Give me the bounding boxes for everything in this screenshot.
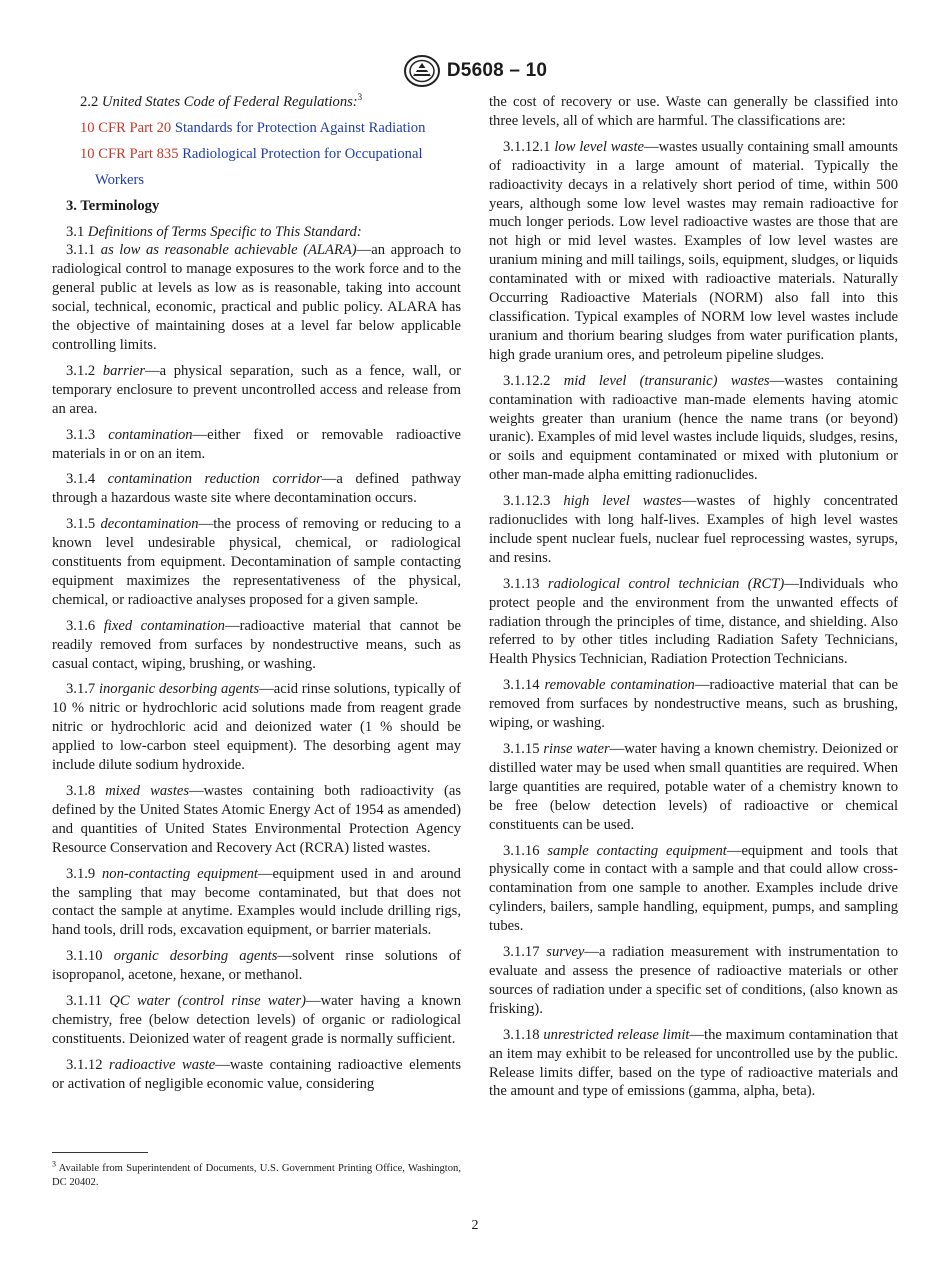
definition-term: contamination reduction corridor <box>107 471 322 488</box>
reference-title-link[interactable]: Standards for Protection Against Radiation <box>174 119 426 136</box>
definition-text: —the maximum contamination that an item may exhibit to be released for uncontrolled use by the public. Release limits differ, based on the type of radioactive materials and the amount and type of emissions (gamma, alpha, beta). <box>489 1026 899 1100</box>
definition-text: —waste containing radioactive elements or activation of negligible economic value, considering <box>52 1056 461 1092</box>
definition-paragraph <box>52 782 461 858</box>
definition-paragraph <box>52 241 461 354</box>
references-heading <box>52 93 461 112</box>
definition-text: 3.1.18 <box>503 1026 540 1043</box>
definition-paragraph <box>52 680 461 775</box>
definition-paragraph <box>489 842 898 937</box>
page-header <box>0 54 950 88</box>
continuation-paragraph: the cost of recovery or use. Waste can generally be classified into three levels, all of which are harmful. The classifications are: <box>489 94 898 129</box>
definition-term: mixed wastes <box>105 783 190 799</box>
definition-term: fixed contamination <box>103 617 225 634</box>
definition-paragraph <box>52 426 461 464</box>
definition-text: —wastes containing both radioactivity (as defined by the United States Atomic Energy Act of 1954 as amended) and quantities of United States Environmental Protection Agency Resource Conservation and Recovery Act (RCRA) listed wastes. <box>52 783 462 856</box>
definition-term: radioactive waste <box>109 1056 216 1073</box>
definition-term: organic desorbing agents <box>113 948 278 965</box>
definition-term: inorganic desorbing agents <box>98 681 260 698</box>
definition-term: sample contacting equipment <box>547 842 727 859</box>
definition-text: —water having a known chemistry. Deionized or distilled water may be used when small quantities are required. When large quantities are required, potable water of a chemistry known to be free (below detection levels) of radioactive or chemical constituents can be used. <box>489 741 899 833</box>
footnote-text: Available from Superintendent of Documents, U.S. Government Printing Office, Washington, DC 20402. <box>52 1163 461 1188</box>
definition-paragraph <box>52 617 461 674</box>
definition-term: non-contacting equipment <box>101 865 258 882</box>
definition-text: —an approach to radiological control to manage exposures to the work force and to the general public at levels as low as is reasonable, taking into account social, technical, economic, practical and public policy. ALARA has the objective of maintaining doses at a level far below applicable controlling limits. <box>52 242 461 353</box>
definition-text: —radioactive material that can be removed from surfaces by nondestructive means, such as brushing, wiping, or washing. <box>489 677 898 732</box>
page-number: 2 <box>471 1218 479 1233</box>
footnote-marker: 3 <box>52 1159 56 1169</box>
definition-paragraph <box>489 1026 898 1102</box>
definition-paragraph <box>52 992 461 1049</box>
definition-term: QC water (control rinse water) <box>109 993 307 1010</box>
definition-text: —wastes of highly concentrated radionuclides with long half-lives. Examples of high level wastes include spent nuclear fuels, nuclear fuel reprocessing wastes, syrups, and resins. <box>489 493 898 566</box>
definition-text: —water having a known chemistry, free (below detection levels) of organic or radiological constituents. Deionized water of reagent grade is normally sufficient. <box>52 993 462 1047</box>
definition-text: —wastes containing contamination with radioactive man-made elements having atomic weights greater than uranium (hence the name trans (or beyond) uranic). Examples of mid level wastes include liquids, sludges, resins, or soils and equipment contaminated or mixed with plutonium or other man-made alpha emitting radionuclides. <box>489 372 898 484</box>
reference-title-continuation[interactable]: Workers <box>95 171 145 188</box>
footnote-marker: 3 <box>357 92 363 103</box>
definition-paragraph <box>52 470 461 508</box>
definition-text: 3.1.17 <box>503 944 540 961</box>
definition-text: 3.1.16 <box>503 842 540 859</box>
definition-term: rinse water <box>543 741 610 757</box>
ref-heading-title: United States Code of Federal Regulations: <box>101 94 358 110</box>
definition-paragraph <box>489 372 898 485</box>
definition-term: as low as reasonable achievable (ALARA) <box>100 242 357 259</box>
definition-text: —a radiation measurement with instrumentation to evaluate and assess the presence of radioactive materials or other sources of radiation under a specific set of conditions, (also known as frisking). <box>489 944 898 1017</box>
definition-text: 3.1.12 <box>66 1056 103 1073</box>
definition-term: contamination <box>108 426 193 443</box>
definition-text: 3.1.4 <box>66 471 96 488</box>
definition-term: survey <box>546 944 585 961</box>
document-id: D5608 – 10 <box>446 60 548 81</box>
definition-text: 3.1.7 <box>66 681 96 698</box>
definition-paragraph <box>489 740 898 835</box>
definition-term: decontamination <box>100 516 199 533</box>
definition-paragraph <box>52 515 461 610</box>
definition-text: —equipment used in and around the sampling that may become contaminated, but that does not contact the sample at anytime. Examples would include drilling rigs, hand tools, drill rods, excavation equipment, or barrier materials. <box>52 865 461 939</box>
definition-paragraph <box>489 676 898 733</box>
definition-term: barrier <box>102 362 145 379</box>
definition-text: —equipment and tools that physically come in contact with a sample and that could allow cross-contamination from one sample to another. Examples include drive cylinders, bailers, sample handling, equipment, pumps, and sampling tubes. <box>489 842 898 935</box>
definition-text: 3.1.12.1 <box>503 138 551 155</box>
definition-text: 3.1.13 <box>503 575 540 592</box>
subsection-heading <box>52 223 461 242</box>
definition-paragraph <box>52 947 461 985</box>
definition-text: 3.1.1 <box>66 242 96 259</box>
definition-text: —Individuals who protect people and the environment from the unwanted effects of radiation through the principles of time, distance, and shielding. Also referred to by other titles including Radiation Safety Technicians, Health Physics Technician, Radiation Protection Technicians. <box>489 575 898 668</box>
definition-paragraph <box>52 362 461 419</box>
definition-text: 3.1.5 <box>66 516 96 533</box>
definition-text: 3.1.12.3 <box>503 493 551 510</box>
left-column <box>52 93 461 1101</box>
definition-paragraph <box>52 865 461 941</box>
astm-logo <box>403 54 441 88</box>
footnote <box>52 1159 461 1190</box>
subsection-number: 3.1 <box>66 223 85 240</box>
definition-paragraph <box>489 138 898 365</box>
definition-text: 3.1.3 <box>66 426 96 443</box>
definition-text: 3.1.2 <box>66 362 96 379</box>
definition-text: —a defined pathway through a hazardous waste site where decontamination occurs. <box>52 471 461 507</box>
definition-paragraph <box>489 943 898 1019</box>
reference-item[interactable] <box>52 119 461 138</box>
definition-term: high level wastes <box>563 493 682 510</box>
right-column <box>489 93 898 1108</box>
definition-text: 3.1.11 <box>66 993 102 1010</box>
definition-text: —wastes usually containing small amounts of radioactivity in a large amount of material. Typically the radioactivity decays in a relatively short period of time, within 500 years, although some low level wastes may remain radioactive for much longer periods. Low level radioactive wastes are those that are not high or mid level wastes. Examples of low level wastes are uranium mining and mill tailings, soils, equipment, sludges, or liquids contaminated with or mixed with radioactive materials. Naturally Occurring Radioactive Materials (NORM) also fall into this classification. Typical examples of NORM low level wastes include uranium and thorium bearing sludges from water purification plants, high grade uranium ores, and petroleum pipeline sludges. <box>489 138 899 363</box>
definition-term: low level waste <box>554 138 645 155</box>
definition-paragraph <box>489 492 898 568</box>
definition-text: 3.1.6 <box>66 617 96 634</box>
definition-text: —a physical separation, such as a fence, wall, or temporary enclosure to prevent uncontrolled access and release from an area. <box>52 362 461 417</box>
definition-term: radiological control technician (RCT) <box>547 575 785 592</box>
definition-text: 3.1.15 <box>503 741 540 757</box>
definition-text: 3.1.9 <box>66 865 96 882</box>
definition-text: 3.1.10 <box>66 948 103 965</box>
definition-text: 3.1.8 <box>66 783 96 799</box>
footnote-divider <box>52 1152 148 1153</box>
definition-text: —the process of removing or reducing to a known level undesirable physical, chemical, or radiological constituents from equipment. Decontamination of sample contacting equipment maximizes the representativeness of the physical, chemical, or radioactive analyses proposed for a given sample. <box>52 516 462 608</box>
definition-text: —acid rinse solutions, typically of 10 % nitric or hydrochloric acid solutions made from reagent grade nitric or hydrochloric acid and deionized water (1 % should be applied to low-carbon steel equipment). The desorbing agent may include dilute sodium hydroxide. <box>52 681 462 774</box>
reference-item[interactable] <box>52 145 461 164</box>
reference-code-link[interactable]: 10 CFR Part 835 <box>80 145 179 162</box>
definition-paragraph <box>52 1056 461 1094</box>
definition-text: 3.1.14 <box>503 677 540 694</box>
definition-paragraph <box>489 575 898 670</box>
reference-title-link[interactable]: Radiological Protection for Occupational <box>182 145 423 162</box>
reference-code-link[interactable]: 10 CFR Part 20 <box>80 119 172 136</box>
definition-text: —radioactive material that cannot be readily removed from surfaces by nondestructive means, such as casual contact, wiping, brushing, or washing. <box>52 617 461 672</box>
definition-term: mid level (transuranic) wastes <box>563 372 770 389</box>
section-title: 3. Terminology <box>66 197 160 214</box>
ref-heading-number: 2.2 <box>80 94 99 110</box>
definition-term: unrestricted release limit <box>543 1026 690 1043</box>
definition-text: —either fixed or removable radioactive materials in or on an item. <box>52 426 461 462</box>
definition-text: —solvent rinse solutions of isopropanol, acetone, hexane, or methanol. <box>52 948 461 984</box>
definition-term: removable contamination <box>544 677 695 694</box>
subsection-title: Definitions of Terms Specific to This Standard: <box>87 223 362 240</box>
definition-text: 3.1.12.2 <box>503 372 551 389</box>
